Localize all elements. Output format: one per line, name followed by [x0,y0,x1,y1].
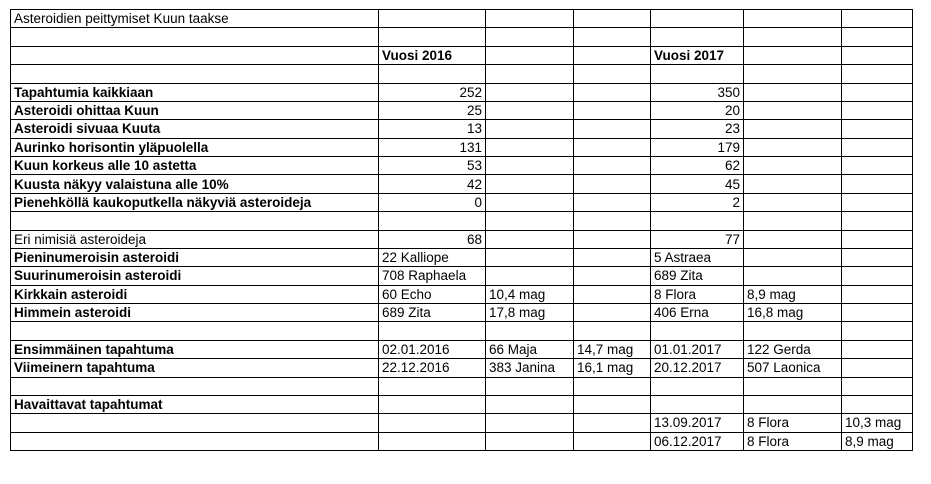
value-2017: 20 [651,101,744,119]
row-label: Asteroidi sivuaa Kuuta [11,120,379,138]
cell [574,138,651,156]
event-mag: 8,9 mag [842,432,913,450]
cell [574,157,651,175]
cell [842,212,913,230]
cell [486,432,574,450]
table-row [11,138,913,156]
event-asteroid: 8 Flora [744,414,842,432]
mag-2016: 14,7 mag [574,340,651,358]
value-2017: 689 Zita [651,267,744,285]
row-label: Kirkkain asteroidi [11,285,379,303]
value-2017: 77 [651,230,744,248]
value-2017: 5 Astraea [651,248,744,266]
mag-2017: 16,8 mag [744,304,842,322]
cell [486,193,574,211]
cell [744,248,842,266]
cell [486,101,574,119]
cell [574,377,651,395]
cell [651,395,744,413]
table-row [11,193,913,211]
row-label: Aurinko horisontin yläpuolella [11,138,379,156]
table-row [11,322,913,340]
cell [486,230,574,248]
cell [744,120,842,138]
cell [486,322,574,340]
table-row [11,230,913,248]
value-2016: 68 [379,230,486,248]
cell [574,46,651,64]
value-2017: 23 [651,120,744,138]
cell [842,65,913,83]
cell [651,28,744,46]
row-label: Kuun korkeus alle 10 astetta [11,157,379,175]
cell [842,230,913,248]
cell [11,65,379,83]
cell [744,10,842,28]
year-2016-header: Vuosi 2016 [379,46,486,64]
row-label: Himmein asteroidi [11,304,379,322]
cell [486,10,574,28]
asteroid-2016: 383 Janina [486,359,574,377]
cell [574,175,651,193]
row-label: Pienehköllä kaukoputkella näkyviä asteroideja [11,193,379,211]
cell [744,377,842,395]
cell [842,10,913,28]
row-label: Havaittavat tapahtumat [11,395,379,413]
cell [486,28,574,46]
cell [842,83,913,101]
cell [574,267,651,285]
table-row [11,285,913,303]
table-row [11,46,913,64]
cell [379,395,486,413]
cell [842,322,913,340]
year-2017-header: Vuosi 2017 [651,46,744,64]
cell [842,395,913,413]
row-label: Tapahtumia kaikkiaan [11,83,379,101]
cell [486,46,574,64]
cell [574,212,651,230]
table-row [11,10,913,28]
cell [486,65,574,83]
cell [574,230,651,248]
table-row [11,377,913,395]
value-2017: 45 [651,175,744,193]
cell [574,83,651,101]
event-mag: 10,3 mag [842,414,913,432]
table-row [11,212,913,230]
cell [11,28,379,46]
cell [842,193,913,211]
table-row [11,340,913,358]
cell [744,157,842,175]
date-2017: 01.01.2017 [651,340,744,358]
cell [486,267,574,285]
cell [744,175,842,193]
cell [486,120,574,138]
cell [842,120,913,138]
cell [574,322,651,340]
cell [379,322,486,340]
asteroid-2016: 60 Echo [379,285,486,303]
value-2016: 22 Kalliope [379,248,486,266]
cell [486,395,574,413]
table-row [11,359,913,377]
table-row [11,28,913,46]
cell [486,138,574,156]
table-row [11,65,913,83]
cell [11,322,379,340]
asteroid-2017: 406 Erna [651,304,744,322]
cell [379,65,486,83]
cell [842,101,913,119]
cell [574,414,651,432]
value-2016: 53 [379,157,486,175]
cell [379,414,486,432]
cell [379,10,486,28]
cell [651,10,744,28]
table-row [11,101,913,119]
cell [842,377,913,395]
cell [651,377,744,395]
cell [486,83,574,101]
cell [744,101,842,119]
table-row [11,432,913,450]
value-2016: 13 [379,120,486,138]
cell [11,414,379,432]
asteroid-2016: 66 Maja [486,340,574,358]
cell [574,248,651,266]
asteroid-2017: 507 Laonica [744,359,842,377]
table-row [11,304,913,322]
event-date: 06.12.2017 [651,432,744,450]
cell [744,322,842,340]
cell [486,414,574,432]
cell [842,248,913,266]
cell [842,340,913,358]
mag-2016: 17,8 mag [486,304,574,322]
asteroid-2017: 8 Flora [651,285,744,303]
cell [651,65,744,83]
cell [574,101,651,119]
value-2016: 25 [379,101,486,119]
cell [574,120,651,138]
row-label: Viimeinern tapahtuma [11,359,379,377]
value-2016: 708 Raphaela [379,267,486,285]
cell [486,175,574,193]
cell [744,212,842,230]
value-2017: 62 [651,157,744,175]
cell [574,193,651,211]
cell [574,285,651,303]
mag-2016: 10,4 mag [486,285,574,303]
table-row [11,120,913,138]
cell [574,432,651,450]
asteroid-2016: 689 Zita [379,304,486,322]
row-label: Asteroidi ohittaa Kuun [11,101,379,119]
value-2017: 179 [651,138,744,156]
cell [379,432,486,450]
value-2016: 252 [379,83,486,101]
date-2016: 22.12.2016 [379,359,486,377]
mag-2017: 8,9 mag [744,285,842,303]
cell [842,285,913,303]
cell [744,395,842,413]
sheet-title: Asteroidien peittymiset Kuun taakse [11,10,379,28]
row-label: Ensimmäinen tapahtuma [11,340,379,358]
cell [11,377,379,395]
value-2017: 350 [651,83,744,101]
cell [574,304,651,322]
event-date: 13.09.2017 [651,414,744,432]
spreadsheet-table [10,9,913,451]
table-row [11,157,913,175]
cell [486,212,574,230]
cell [744,138,842,156]
table-row [11,395,913,413]
table-row [11,414,913,432]
date-2016: 02.01.2016 [379,340,486,358]
cell [379,377,486,395]
cell [842,138,913,156]
cell [651,212,744,230]
row-label: Pieninumeroisin asteroidi [11,248,379,266]
cell [486,157,574,175]
cell [11,432,379,450]
cell [486,248,574,266]
cell [744,267,842,285]
cell [842,359,913,377]
cell [842,46,913,64]
value-2017: 2 [651,193,744,211]
cell [744,193,842,211]
cell [842,175,913,193]
table-row [11,175,913,193]
row-label: Eri nimisiä asteroideja [11,230,379,248]
value-2016: 42 [379,175,486,193]
table-row [11,83,913,101]
date-2017: 20.12.2017 [651,359,744,377]
cell [651,322,744,340]
cell [842,267,913,285]
row-label: Kuusta näkyy valaistuna alle 10% [11,175,379,193]
cell [379,212,486,230]
cell [11,212,379,230]
cell [486,377,574,395]
cell [574,65,651,83]
cell [574,395,651,413]
asteroid-2017: 122 Gerda [744,340,842,358]
table-row [11,267,913,285]
cell [744,83,842,101]
cell [744,65,842,83]
cell [744,46,842,64]
mag-2016: 16,1 mag [574,359,651,377]
cell [842,304,913,322]
cell [744,230,842,248]
cell [574,10,651,28]
value-2016: 131 [379,138,486,156]
cell [842,28,913,46]
table-row [11,248,913,266]
cell [574,28,651,46]
cell [842,157,913,175]
cell [11,46,379,64]
cell [379,28,486,46]
row-label: Suurinumeroisin asteroidi [11,267,379,285]
value-2016: 0 [379,193,486,211]
cell [744,28,842,46]
event-asteroid: 8 Flora [744,432,842,450]
